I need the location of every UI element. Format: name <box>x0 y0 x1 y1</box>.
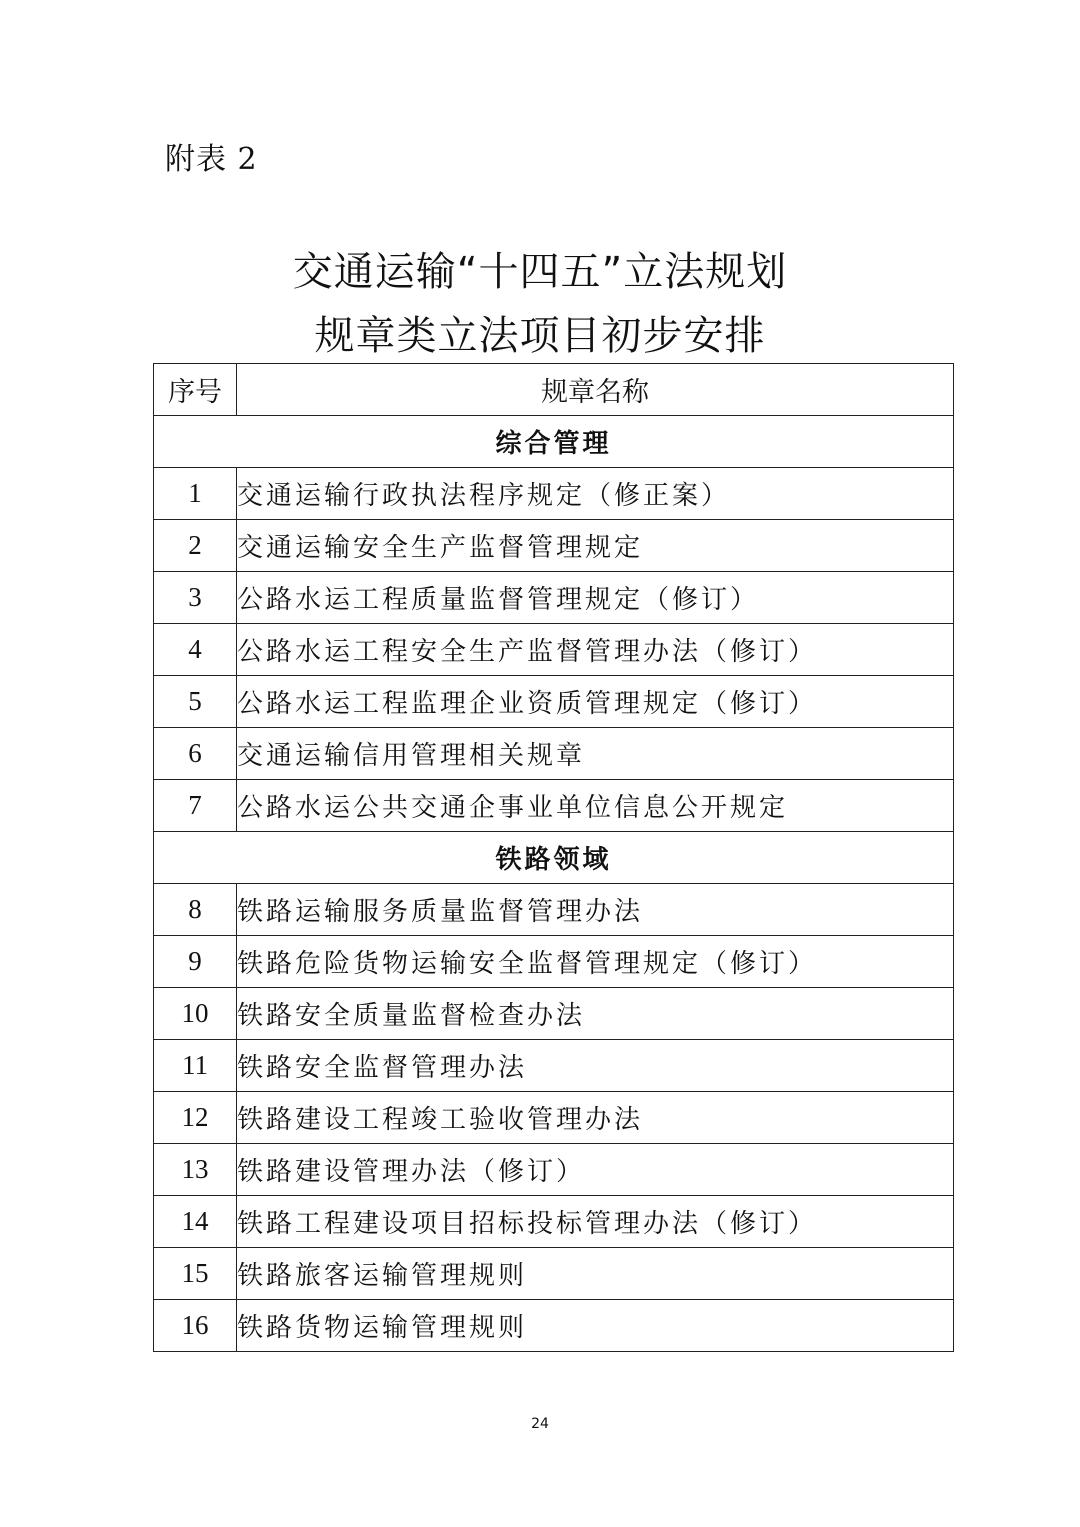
regulations-table <box>153 363 954 1352</box>
regulation-name: 铁路建设管理办法（修订） <box>237 1144 954 1196</box>
regulation-name: 铁路危险货物运输安全监督管理规定（修订） <box>237 936 954 988</box>
table-body <box>154 416 954 1352</box>
table-row <box>154 572 954 624</box>
document-title-line-1: 交通运输“十四五”立法规划 <box>292 249 788 295</box>
table-row <box>154 1300 954 1352</box>
table-row <box>154 884 954 936</box>
regulation-name: 铁路安全监督管理办法 <box>237 1040 954 1092</box>
row-number: 8 <box>154 884 237 936</box>
section-title: 综合管理 <box>154 416 954 468</box>
row-number: 11 <box>154 1040 237 1092</box>
table-row <box>154 1040 954 1092</box>
row-number: 12 <box>154 1092 237 1144</box>
row-number: 16 <box>154 1300 237 1352</box>
row-number: 4 <box>154 624 237 676</box>
table-row <box>154 988 954 1040</box>
table-row <box>154 1248 954 1300</box>
regulation-name: 公路水运工程监理企业资质管理规定（修订） <box>237 676 954 728</box>
table-row <box>154 468 954 520</box>
row-number: 3 <box>154 572 237 624</box>
table-row <box>154 936 954 988</box>
regulation-name: 铁路工程建设项目招标投标管理办法（修订） <box>237 1196 954 1248</box>
table-row <box>154 780 954 832</box>
regulation-name: 交通运输信用管理相关规章 <box>237 728 954 780</box>
table-row <box>154 1092 954 1144</box>
row-number: 2 <box>154 520 237 572</box>
appendix-label: 附表 2 <box>165 142 258 177</box>
table-header-row <box>154 364 954 416</box>
section-row <box>154 416 954 468</box>
document-title-line-2: 规章类立法项目初步安排 <box>314 313 766 359</box>
regulation-name: 铁路货物运输管理规则 <box>237 1300 954 1352</box>
regulation-name: 铁路安全质量监督检查办法 <box>237 988 954 1040</box>
regulation-name: 铁路旅客运输管理规则 <box>237 1248 954 1300</box>
regulation-name: 公路水运工程安全生产监督管理办法（修订） <box>237 624 954 676</box>
row-number: 13 <box>154 1144 237 1196</box>
table-row <box>154 728 954 780</box>
regulation-name: 公路水运工程质量监督管理规定（修订） <box>237 572 954 624</box>
regulation-name: 公路水运公共交通企事业单位信息公开规定 <box>237 780 954 832</box>
regulation-name: 交通运输安全生产监督管理规定 <box>237 520 954 572</box>
row-number: 9 <box>154 936 237 988</box>
table-row <box>154 624 954 676</box>
regulation-name: 交通运输行政执法程序规定（修正案） <box>237 468 954 520</box>
table-row <box>154 1196 954 1248</box>
row-number: 6 <box>154 728 237 780</box>
row-number: 15 <box>154 1248 237 1300</box>
row-number: 14 <box>154 1196 237 1248</box>
regulation-name: 铁路建设工程竣工验收管理办法 <box>237 1092 954 1144</box>
row-number: 1 <box>154 468 237 520</box>
section-title: 铁路领域 <box>154 832 954 884</box>
header-number: 序号 <box>154 364 237 416</box>
row-number: 7 <box>154 780 237 832</box>
table-row <box>154 1144 954 1196</box>
table-row <box>154 520 954 572</box>
row-number: 5 <box>154 676 237 728</box>
row-number: 10 <box>154 988 237 1040</box>
regulation-name: 铁路运输服务质量监督管理办法 <box>237 884 954 936</box>
table-row <box>154 676 954 728</box>
page-number: 24 <box>531 1416 549 1432</box>
section-row <box>154 832 954 884</box>
header-name: 规章名称 <box>237 364 954 416</box>
